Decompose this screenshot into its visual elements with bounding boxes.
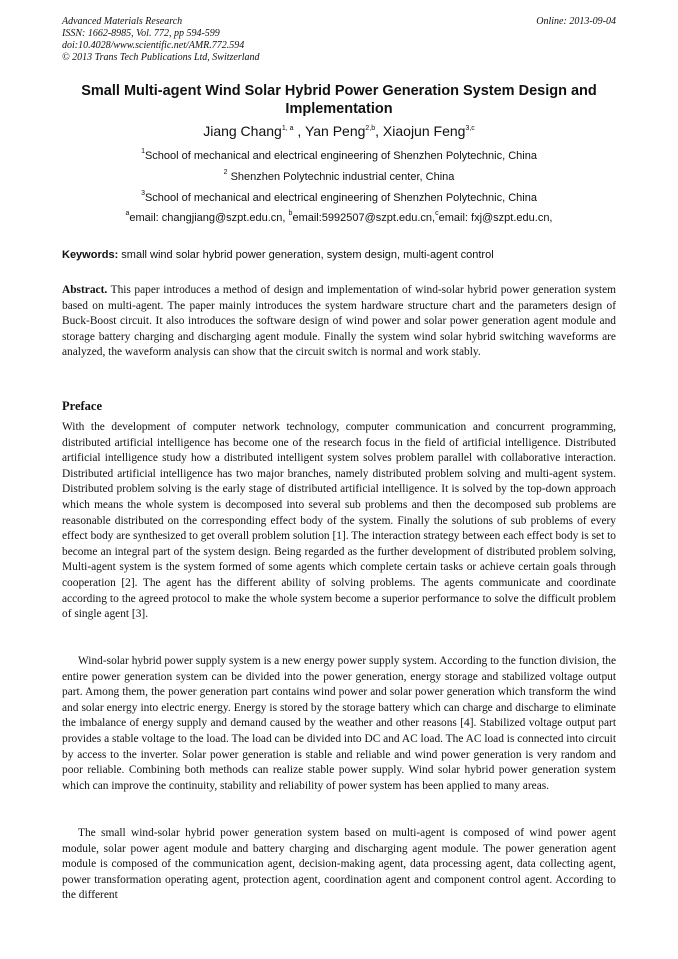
- doi-line: doi:10.4028/www.scientific.net/AMR.772.594: [62, 40, 245, 51]
- author-superscript: 3,c: [465, 125, 475, 132]
- affiliation-superscript: 3: [141, 190, 145, 197]
- author-separator: ,: [293, 123, 305, 139]
- journal-name: Advanced Materials Research: [62, 16, 183, 27]
- author-name: Xiaojun Feng: [382, 123, 466, 139]
- email-superscript: c: [435, 210, 439, 217]
- author-name: Yan Peng: [304, 123, 366, 139]
- section-heading-preface: Preface: [62, 399, 103, 413]
- author-name: Jiang Chang: [203, 123, 282, 139]
- affiliation-text: School of mechanical and electrical engineering of Shenzhen Polytechnic, China: [144, 192, 537, 204]
- email-line: [62, 212, 616, 225]
- preface-paragraph-2: Wind-solar hybrid power supply system is a new energy power supply system. According to the function division, the entire power generation system can be divided into the power generation, energy storage and stabilized voltage output part. Among them, the power generation part contains wind power and solar power generation which transform the wind and solar energy into electric energy. Energy is stored by the storage battery which can charge and discharge to eliminate the imbalance of energy supply and demand caused by the weather and other reasons [4]. Stabilized voltage output part provides a stable voltage to the load. The load can be divided into DC and AC load. The AC load is connected into circuit by access to the inverter. Solar power generation is stable and reliable and wind power generation is very random and poor reliable. Combining both methods can realize stable power supply. Wind solar hybrid power generation system which can improve the continuity, stability and reliability of power system has been applied to many areas.: [62, 655, 616, 792]
- affiliation-superscript: 1: [141, 148, 145, 155]
- affiliation-text: School of mechanical and electrical engineering of Shenzhen Polytechnic, China: [144, 150, 537, 162]
- preface-paragraph-1: With the development of computer network technology, computer communication and concurrent programming, distributed artificial intelligence has become one of the research focus in the field of artificial intelligence. Distributed artificial intelligence study how a distributed intelligent system solves problem parallel with collaborative interaction. Distributed artificial intelligence has two major branches, namely distributed problem solving and multi-agent system. Distributed problem solving is the early stage of distributed artificial intelligence. It is solved by the top-down approach which means the whole system is decomposed into several sub problems and then the decomposed sub problems are reasonable distributed on the corresponding effect body of the system. Finally the solutions of sub problems of every effect body are synthesized to get overall problem solution [1]. The interaction strategy between each effect body is set to become an integral part of the system design. Being regarded as the further development of distributed problem solving, Multi-agent system is the system formed of some agents which complete certain tasks or achieve certain goals through cooperation [2]. The agent has the different ability of solving problems. The agents communicate and coordinate according to the agreed protocol to make the whole system become a superior performance to solve the difficult problem of single agent [3].: [62, 421, 616, 621]
- email-superscript: b: [288, 210, 293, 217]
- copyright-line: © 2013 Trans Tech Publications Ltd, Switzerland: [62, 52, 260, 63]
- email-superscript: a: [125, 210, 130, 217]
- abstract-label: Abstract.: [62, 284, 108, 296]
- preface-paragraph-3: The small wind-solar hybrid power generation system based on multi-agent is composed of wind power agent module, solar power agent module and battery charging and discharging agent module. The power generation agent module is composed of the communication agent, decision-making agent, data processing agent, data collecting agent, power transformation operating agent, protection agent, coordination agent and component control agent. According to the different: [62, 827, 616, 902]
- online-date: Online: 2013-09-04: [536, 16, 616, 27]
- affiliation: [62, 150, 616, 163]
- author-superscript: 1, a: [281, 125, 294, 132]
- affiliation-superscript: 2: [223, 169, 228, 176]
- paper-title: Small Multi-agent Wind Solar Hybrid Power Generation System Design and Implementation: [81, 83, 597, 117]
- affiliation-text: Shenzhen Polytechnic industrial center, China: [227, 171, 455, 183]
- issn-line: ISSN: 1662-8985, Vol. 772, pp 594-599: [62, 28, 220, 39]
- keywords: [62, 249, 616, 262]
- keywords-text: small wind solar hybrid power generation, system design, multi-agent control: [118, 249, 494, 261]
- email-text: email:5992507@szpt.edu.cn,: [292, 212, 436, 224]
- abstract-text: This paper introduces a method of design and implementation of wind-solar hybrid power generation system based on multi-agent. The paper mainly introduces the system hardware structure chart and the parameters design of Buck-Boost circuit. It also introduces the software design of wind power and solar power generation agent module and storage battery charging and discharging agent module. Finally the system wind solar hybrid switching waveforms are analyzed, the waveform analysis can show that the circuit switch is normal and work stably.: [62, 284, 616, 359]
- email-text: email: fxj@szpt.edu.cn,: [438, 212, 553, 224]
- abstract: [62, 283, 616, 361]
- affiliation: [62, 171, 616, 184]
- journal-header: [62, 16, 616, 64]
- author-separator: ,: [375, 123, 383, 139]
- email-text: email: changjiang@szpt.edu.cn,: [129, 212, 289, 224]
- author-line: [62, 122, 616, 140]
- keywords-label: Keywords:: [62, 249, 119, 261]
- affiliation: [62, 192, 616, 205]
- author-superscript: 2,b: [365, 125, 376, 132]
